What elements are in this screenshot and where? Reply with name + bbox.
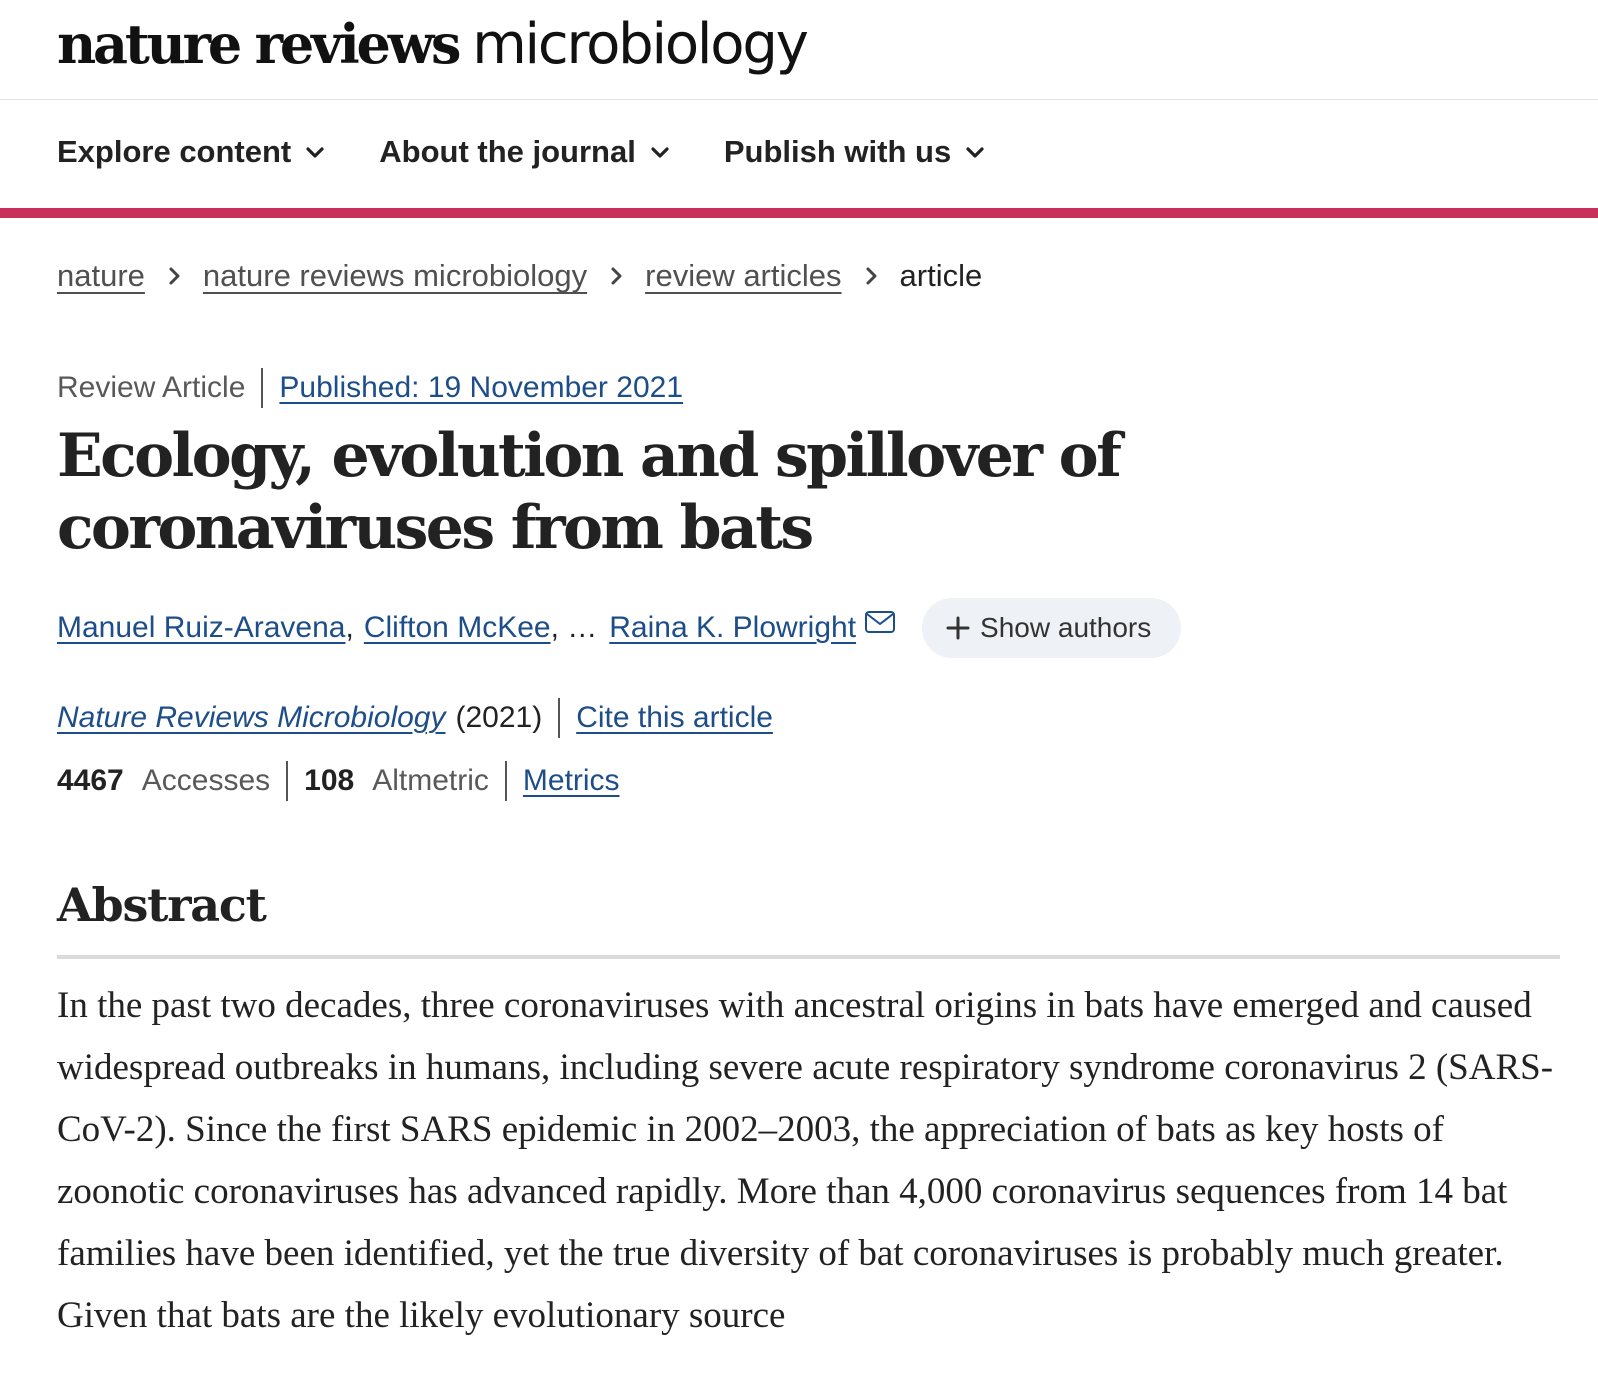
chevron-right-icon <box>607 264 627 288</box>
mail-icon[interactable] <box>864 609 896 635</box>
nav-item-label: Publish with us <box>723 134 952 169</box>
logo-journal: microbiology <box>472 12 807 77</box>
abstract-text: In the past two decades, three coronaviruses with ancestral origins in bats have emerged and caused widespread outbreaks in humans, including severe acute respiratory syndrome coronavirus 2 (SARS-CoV-2). Since the first SARS epidemic in 2002–2003, the appreciation of bats as key hosts of zoonotic coronaviruses has advanced rapidly. More than 4,000 coronavirus sequences from 14 bat families have been identified, yet the true diversity of bat coronaviruses is probably much greater. Given that bats are the likely evolutionary source <box>57 985 1554 1336</box>
journal-link[interactable]: Nature Reviews Microbiology <box>57 701 446 734</box>
main-nav <box>0 100 1598 218</box>
accesses-label: Accesses <box>141 764 271 797</box>
author-separator: , <box>345 611 354 644</box>
accesses-count: 4467 <box>57 764 124 797</box>
journal-citation <box>57 698 773 738</box>
breadcrumb-nature-reviews-microbiology[interactable]: nature reviews microbiology <box>202 258 588 293</box>
nav-explore-content[interactable] <box>57 134 327 170</box>
chevron-down-icon <box>963 140 987 164</box>
chevron-down-icon <box>648 140 672 164</box>
article-title: Ecology, evolution and spillover of coronaviruses from bats <box>57 421 1120 563</box>
author-link[interactable]: Manuel Ruiz-Aravena <box>57 611 346 644</box>
abstract-divider <box>57 955 1560 959</box>
breadcrumb <box>57 258 982 294</box>
breadcrumb-review-articles[interactable]: review articles <box>645 258 842 293</box>
metrics-link[interactable]: Metrics <box>522 764 620 797</box>
divider <box>286 761 288 801</box>
nav-publish-with-us[interactable] <box>724 134 987 170</box>
published-date-link[interactable]: Published: 19 November 2021 <box>279 371 683 404</box>
author-link[interactable]: Clifton McKee <box>363 611 551 644</box>
altmetric-count: 108 <box>304 764 355 797</box>
journal-year: (2021) <box>455 701 543 734</box>
plus-icon <box>946 616 970 640</box>
divider <box>505 761 507 801</box>
show-authors-label: Show authors <box>980 612 1152 643</box>
chevron-right-icon <box>862 264 882 288</box>
article-meta <box>57 368 683 408</box>
author-list <box>57 598 1181 658</box>
masthead <box>0 0 1598 100</box>
nav-list <box>57 134 987 170</box>
article-type: Review Article <box>57 371 246 404</box>
journal-logo[interactable] <box>57 4 807 99</box>
nav-about-the-journal[interactable] <box>379 134 672 170</box>
chevron-right-icon <box>165 264 185 288</box>
author-link[interactable]: Raina K. Plowright <box>609 611 857 644</box>
cite-this-article-link[interactable]: Cite this article <box>576 701 773 734</box>
show-authors-button[interactable] <box>922 598 1181 658</box>
divider <box>558 698 560 738</box>
author-ellipsis: , … <box>550 611 598 644</box>
abstract-heading: Abstract <box>57 878 266 932</box>
nav-item-label: About the journal <box>379 134 636 169</box>
breadcrumb-nature[interactable]: nature <box>57 258 145 293</box>
chevron-down-icon <box>303 140 327 164</box>
divider <box>261 368 263 408</box>
altmetric-label: Altmetric <box>372 764 489 797</box>
article-metrics <box>57 761 620 801</box>
breadcrumb-current: article <box>899 258 983 293</box>
logo-brand: nature reviews <box>57 12 459 76</box>
nav-item-label: Explore content <box>57 134 292 169</box>
